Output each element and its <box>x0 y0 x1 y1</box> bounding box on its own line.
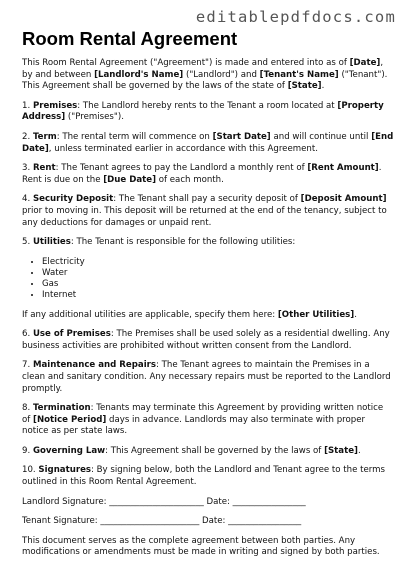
section-maintenance <box>22 360 394 395</box>
section-text: . Rent is due on the <box>22 163 382 185</box>
section-text: : The Tenant agrees to pay the Landlord a monthly rent of <box>55 163 308 174</box>
section-heading: Utilities <box>32 237 71 248</box>
section-security-deposit <box>22 194 394 229</box>
landlord-name-field: [Landlord's Name] <box>94 69 184 80</box>
section-heading: Maintenance and Repairs <box>32 360 156 371</box>
section-text: : This Agreement shall be governed by the laws of <box>105 445 325 456</box>
list-item: • Electricity <box>42 257 394 268</box>
section-governing-law <box>22 446 394 458</box>
other-utilities <box>22 310 394 322</box>
section-text: : The rental term will commence on <box>56 131 213 142</box>
section-heading: Term <box>32 131 57 142</box>
section-number: 7. <box>22 360 33 371</box>
section-number: 5. <box>22 237 33 248</box>
section-text: , unless terminated earlier in accordance with this Agreement. <box>48 143 318 154</box>
intro-paragraph <box>22 58 394 93</box>
section-heading: Rent <box>32 163 56 174</box>
section-text: : The Landlord hereby rents to the Tenant a room located at <box>77 100 338 111</box>
section-number: 3. <box>22 163 33 174</box>
end-date-field: [End Date] <box>22 131 394 154</box>
section-number: 1. <box>22 100 33 111</box>
state-field: [State] <box>287 81 322 92</box>
other-utilities-field: [Other Utilities] <box>277 309 355 320</box>
closing-paragraph: This document serves as the complete agreement between both parties. Any modifications or amendments must be made in writing and signed by both parties. <box>22 535 380 558</box>
section-text: : The Tenant is responsible for the following utilities: <box>70 237 296 248</box>
landlord-signature-line: Landlord Signature: ______________________ Date: _________________ <box>22 496 306 507</box>
section-text: ("Premises"). <box>65 112 124 123</box>
document-title: Room Rental Agreement <box>22 28 238 49</box>
document-body <box>22 58 394 567</box>
section-text: : The Tenant agrees to maintain the Premises in a clean and sanitary condition. Any necessary repairs must be reported to the Landlord promptly. <box>22 360 391 394</box>
section-number: 9. <box>22 445 33 456</box>
section-number: 6. <box>22 329 33 340</box>
section-heading: Signatures <box>38 465 92 476</box>
list-item: • Gas <box>42 279 394 290</box>
utilities-list <box>22 257 394 302</box>
tenant-name-field: [Tenant's Name] <box>259 69 339 80</box>
section-text: days in advance. Landlords may also terminate with proper notice as per state laws. <box>22 414 366 437</box>
list-item: • Water <box>42 268 394 279</box>
section-number: 2. <box>22 131 33 142</box>
state-field: [State] <box>324 445 358 456</box>
section-text: . <box>357 445 361 456</box>
section-term <box>22 132 394 155</box>
section-number: 4. <box>22 194 33 205</box>
rent-amount-field: [Rent Amount] <box>307 163 379 174</box>
section-termination <box>22 403 394 438</box>
section-use-of-premises <box>22 329 394 352</box>
intro-text: This Room Rental Agreement ("Agreement") is made and entered into as of <box>22 58 350 68</box>
section-text: : The Premises shall be used solely as a residential dwelling. Any business activities are prohibited without written consent from the Landlord. <box>22 329 390 351</box>
tenant-signature-line: Tenant Signature: _______________________ Date: _________________ <box>22 516 302 527</box>
section-text: : By signing below, both the Landlord and Tenant agree to the terms outlined in this Room Rental Agreement. <box>22 465 385 488</box>
due-date-field: [Due Date] <box>103 174 157 185</box>
intro-text: , by and between <box>22 58 384 80</box>
list-item: • Internet <box>42 290 394 301</box>
section-text: : Tenants may terminate this Agreement by providing written notice of <box>22 403 384 425</box>
section-text: . <box>354 309 357 320</box>
section-text: and will continue until <box>270 131 372 142</box>
section-number: 10. <box>22 465 39 476</box>
intro-text: . <box>321 81 325 92</box>
site-watermark: editablepdfdocs.com <box>195 8 396 26</box>
section-heading: Premises <box>32 100 78 111</box>
start-date-field: [Start Date] <box>212 131 271 142</box>
section-rent <box>22 163 394 186</box>
section-heading: Security Deposit <box>32 194 114 205</box>
section-signatures <box>22 465 394 488</box>
section-heading: Termination <box>32 403 91 414</box>
property-address-field: [Property Address] <box>22 100 384 123</box>
section-utilities <box>22 237 394 249</box>
section-text: of each month. <box>156 174 224 185</box>
intro-text: ("Tenant"). This Agreement shall be governed by the laws of the state of <box>22 69 388 92</box>
section-text: prior to moving in. This deposit will be returned at the end of the tenancy, subject to any deductions for damages or unpaid rent. <box>22 205 387 228</box>
date-field: [Date] <box>349 58 381 68</box>
notice-period-field: [Notice Period] <box>33 414 107 425</box>
section-text: : The Tenant shall pay a security deposit of <box>113 194 301 205</box>
section-heading: Use of Premises <box>32 329 111 340</box>
section-number: 8. <box>22 403 33 414</box>
section-premises <box>22 101 394 124</box>
deposit-amount-field: [Deposit Amount] <box>300 194 387 205</box>
section-heading: Governing Law <box>32 445 106 456</box>
intro-text: ("Landlord") and <box>183 69 260 80</box>
section-text: If any additional utilities are applicable, specify them here: <box>22 309 278 320</box>
